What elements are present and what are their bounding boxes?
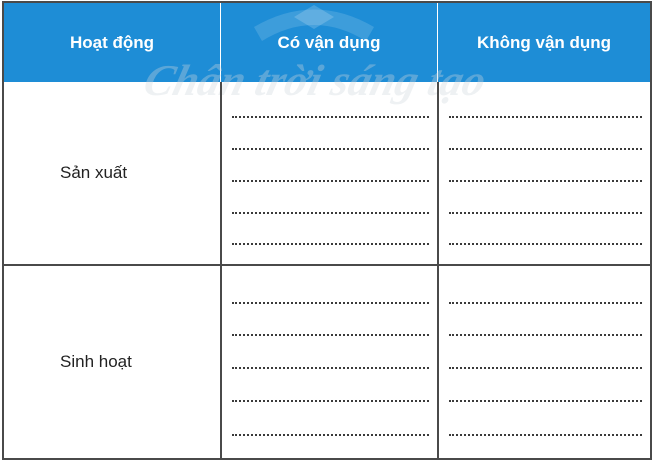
answer-line [449,367,642,369]
answer-line [232,302,429,304]
table-header [4,3,650,82]
answer-line [449,434,642,436]
answer-line [449,243,642,245]
answer-line [449,148,642,150]
answer-line [232,180,429,182]
answer-line [232,334,429,336]
answer-line [449,116,642,118]
header-co-van-dung: Có vận dụng [220,3,437,82]
header-khong-van-dung: Không vận dụng [437,3,650,82]
table-row [4,266,650,458]
header-hoat-dong: Hoạt động [69,32,155,52]
answer-line [449,400,642,402]
answer-cell-co-van-dung [220,266,437,458]
activity-label: Sinh hoạt [60,352,132,371]
answer-cell-khong-van-dung [437,82,650,264]
activity-table [2,1,652,460]
activity-label: Sản xuất [60,163,128,182]
answer-line [232,116,429,118]
answer-line [232,212,429,214]
svg-text:Chân trời sáng tạo: Chân trời sáng tạo [139,55,492,105]
answer-line [232,243,429,245]
answer-line [449,302,642,304]
answer-cell-co-van-dung [220,82,437,264]
answer-line [232,434,429,436]
table-row [4,82,650,266]
answer-cell-khong-van-dung [437,266,650,458]
answer-line [449,180,642,182]
answer-line [232,367,429,369]
answer-line [232,148,429,150]
answer-line [449,212,642,214]
answer-line [449,334,642,336]
answer-line [232,400,429,402]
